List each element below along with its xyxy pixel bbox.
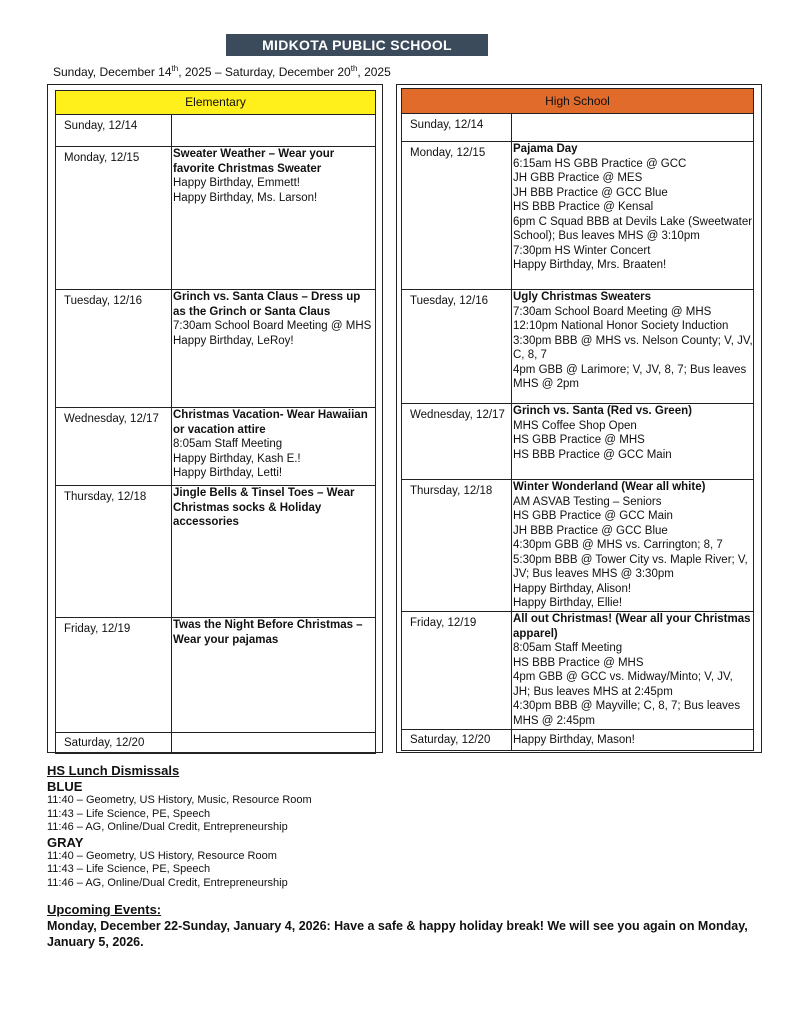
event-line: Happy Birthday, Letti! (173, 467, 283, 479)
event-line: 8:05am Staff Meeting (173, 438, 283, 450)
table-row (56, 147, 376, 290)
upcoming-events (47, 902, 767, 950)
event-line: Happy Birthday, Mrs. Braaten! (513, 259, 667, 271)
table-row (56, 290, 376, 408)
event-line: 7:30am School Board Meeting @ MHS (173, 320, 372, 332)
day-label: Friday, 12/19 (402, 612, 512, 730)
day-events (512, 480, 754, 612)
table-row (402, 114, 754, 142)
theme-text: Pajama Day (513, 143, 578, 155)
table-row (56, 733, 376, 754)
day-label: Wednesday, 12/17 (56, 408, 172, 486)
high-school-table (401, 88, 754, 751)
table-row (402, 142, 754, 290)
event-line: HS GBB Practice @ GCC Main (513, 510, 673, 522)
event-line: HS BBB Practice @ MHS (513, 656, 644, 669)
elementary-heading: Elementary (56, 91, 376, 115)
table-row (56, 408, 376, 486)
lunch-line: 11:40 – Geometry, US History, Resource Room (47, 849, 277, 862)
lunch-dismissals (47, 763, 312, 890)
day-label: Monday, 12/15 (56, 147, 172, 290)
day-events (172, 115, 376, 147)
table-row (402, 290, 754, 404)
event-line: 7:30pm HS Winter Concert (513, 244, 651, 257)
day-events (172, 147, 376, 290)
event-line: MHS Coffee Shop Open (513, 419, 637, 432)
lunch-group-name: GRAY (47, 834, 84, 850)
event-line: HS BBB Practice @ Kensal (513, 201, 654, 213)
event-line: 8:05am Staff Meeting (513, 642, 623, 654)
day-label: Tuesday, 12/16 (402, 290, 512, 404)
event-line: 4:30pm BBB @ Mayville; C, 8, 7; Bus leaves MHS @ 2:45pm (513, 700, 741, 727)
event-line: HS GBB Practice @ MHS (513, 434, 645, 446)
lunch-line: 11:43 – Life Science, PE, Speech (47, 863, 211, 875)
event-line: Happy Birthday, Kash E.! (173, 452, 301, 465)
event-line: Happy Birthday, LeRoy! (173, 334, 294, 347)
date-range: Sunday, December 14th, 2025 – Saturday, December 20th, 2025 (53, 64, 391, 79)
day-events (172, 486, 376, 618)
day-label: Wednesday, 12/17 (402, 404, 512, 480)
day-events (512, 114, 754, 142)
theme-text: Jingle Bells & Tinsel Toes – Wear Christmas socks & Holiday accessories (173, 487, 355, 528)
day-events (172, 618, 376, 733)
table-row (402, 480, 754, 612)
day-label: Sunday, 12/14 (56, 115, 172, 147)
event-line: 7:30am School Board Meeting @ MHS (513, 305, 712, 318)
day-events (512, 290, 754, 404)
event-line: AM ASVAB Testing – Seniors (513, 495, 662, 508)
event-line: 4pm GBB @ Larimore; V, JV, 8, 7; Bus leaves MHS @ 2pm (513, 363, 747, 390)
day-label: Monday, 12/15 (402, 142, 512, 290)
day-events (512, 612, 754, 730)
event-line: 12:10pm National Honor Society Induction (513, 320, 729, 332)
lunch-group-name: BLUE (47, 779, 83, 794)
lunch-line: 11:46 – AG, Online/Dual Credit, Entrepreneurship (47, 821, 288, 833)
event-line: 4:30pm GBB @ MHS vs. Carrington; 8, 7 (513, 539, 723, 551)
theme-text: Twas the Night Before Christmas – Wear your pajamas (173, 619, 363, 646)
day-events (172, 733, 376, 754)
theme-text: Winter Wonderland (Wear all white) (513, 481, 706, 493)
event-line: 4pm GBB @ GCC vs. Midway/Minto; V, JV, JH; Bus leaves MHS at 2:45pm (513, 671, 733, 698)
day-label: Thursday, 12/18 (56, 486, 172, 618)
upcoming-heading: Upcoming Events: (47, 902, 162, 917)
school-title: MIDKOTA PUBLIC SCHOOL (226, 34, 488, 56)
table-row (402, 404, 754, 480)
elementary-table (55, 90, 376, 754)
event-line: 3:30pm BBB @ MHS vs. Nelson County; V, JV, C, 8, 7 (513, 334, 753, 361)
table-row (56, 115, 376, 147)
high-school-heading: High School (402, 89, 754, 114)
table-row (56, 486, 376, 618)
event-line: 5:30pm BBB @ Tower City vs. Maple River; V, JV; Bus leaves MHS @ 3:30pm (513, 553, 748, 580)
event-line: 6:15am HS GBB Practice @ GCC (513, 157, 687, 170)
theme-text: Grinch vs. Santa Claus – Dress up as the Grinch or Santa Claus (173, 291, 361, 318)
theme-text: Sweater Weather – Wear your favorite Christmas Sweater (173, 148, 335, 175)
day-events (512, 404, 754, 480)
day-label: Tuesday, 12/16 (56, 290, 172, 408)
theme-text: Ugly Christmas Sweaters (513, 291, 652, 303)
day-events (512, 730, 754, 751)
day-label: Sunday, 12/14 (402, 114, 512, 142)
event-line: HS BBB Practice @ GCC Main (513, 448, 672, 461)
event-line: 6pm C Squad BBB at Devils Lake (Sweetwater School); Bus leaves MHS @ 3:10pm (513, 215, 753, 242)
day-label: Saturday, 12/20 (56, 733, 172, 754)
theme-text: Grinch vs. Santa (Red vs. Green) (513, 405, 692, 417)
event-line: Happy Birthday, Alison! (513, 582, 632, 595)
table-row (402, 612, 754, 730)
lunch-line: 11:40 – Geometry, US History, Music, Resource Room (47, 794, 312, 806)
event-line: Happy Birthday, Mason! (513, 734, 635, 746)
day-events (512, 142, 754, 290)
day-label: Friday, 12/19 (56, 618, 172, 733)
event-line: JH BBB Practice @ GCC Blue (513, 186, 668, 199)
table-row (56, 618, 376, 733)
lunch-line: 11:43 – Life Science, PE, Speech (47, 807, 211, 820)
theme-text: Christmas Vacation- Wear Hawaiian or vacation attire (173, 409, 368, 436)
event-line: Happy Birthday, Ellie! (513, 597, 623, 609)
day-label: Thursday, 12/18 (402, 480, 512, 612)
event-line: JH BBB Practice @ GCC Blue (513, 524, 668, 537)
event-line: JH GBB Practice @ MES (513, 172, 643, 184)
event-line: Happy Birthday, Ms. Larson! (173, 191, 318, 204)
upcoming-text: Monday, December 22-Sunday, January 4, 2026: Have a safe & happy holiday break! We will see you again on Monday, January 5, 2026. (47, 919, 748, 949)
theme-text: All out Christmas! (Wear all your Christmas apparel) (513, 613, 751, 640)
day-events (172, 290, 376, 408)
event-line: Happy Birthday, Emmett! (173, 177, 300, 189)
table-row (402, 730, 754, 751)
lunch-heading: HS Lunch Dismissals (47, 763, 180, 778)
lunch-line: 11:46 – AG, Online/Dual Credit, Entrepreneurship (47, 876, 288, 889)
day-label: Saturday, 12/20 (402, 730, 512, 751)
day-events (172, 408, 376, 486)
